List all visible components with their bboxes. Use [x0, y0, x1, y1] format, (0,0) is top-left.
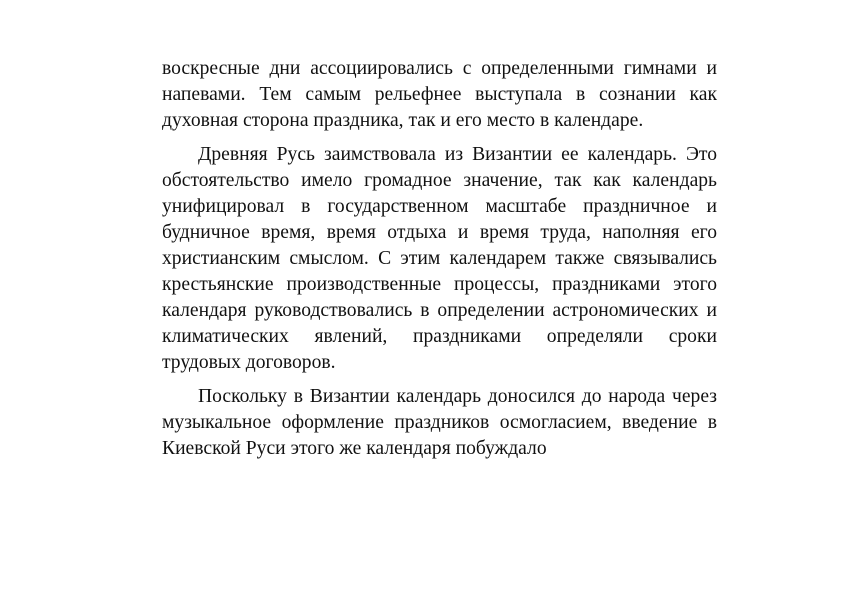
paragraph-byzantine-calendar: Древняя Русь заимствовала из Византии ее календарь. Это обстоятельство имело громадное значение, так как календарь унифицировал в государственном масштабе праздничное и будничное время, время отдыха и время труда, наполняя его христианским смыслом. С этим календарем также связывались крестьянские производственные процессы, праздниками этого календаря руководствовались в определении астрономических и климатических явлений, праздниками определяли сроки трудовых договоров.	[162, 144, 717, 373]
body-text	[162, 56, 717, 462]
paragraph-kievan-rus-calendar: Поскольку в Византии календарь доносился до народа через музыкальное оформление праздников осмогласием, введение в Киевской Руси этого же календаря побуждало	[162, 386, 717, 459]
paragraph-continuation: воскресные дни ассоциировались с определенными гимнами и напевами. Тем самым рельефнее выступала в сознании как духовная сторона праздника, так и его место в календаре.	[162, 58, 717, 131]
